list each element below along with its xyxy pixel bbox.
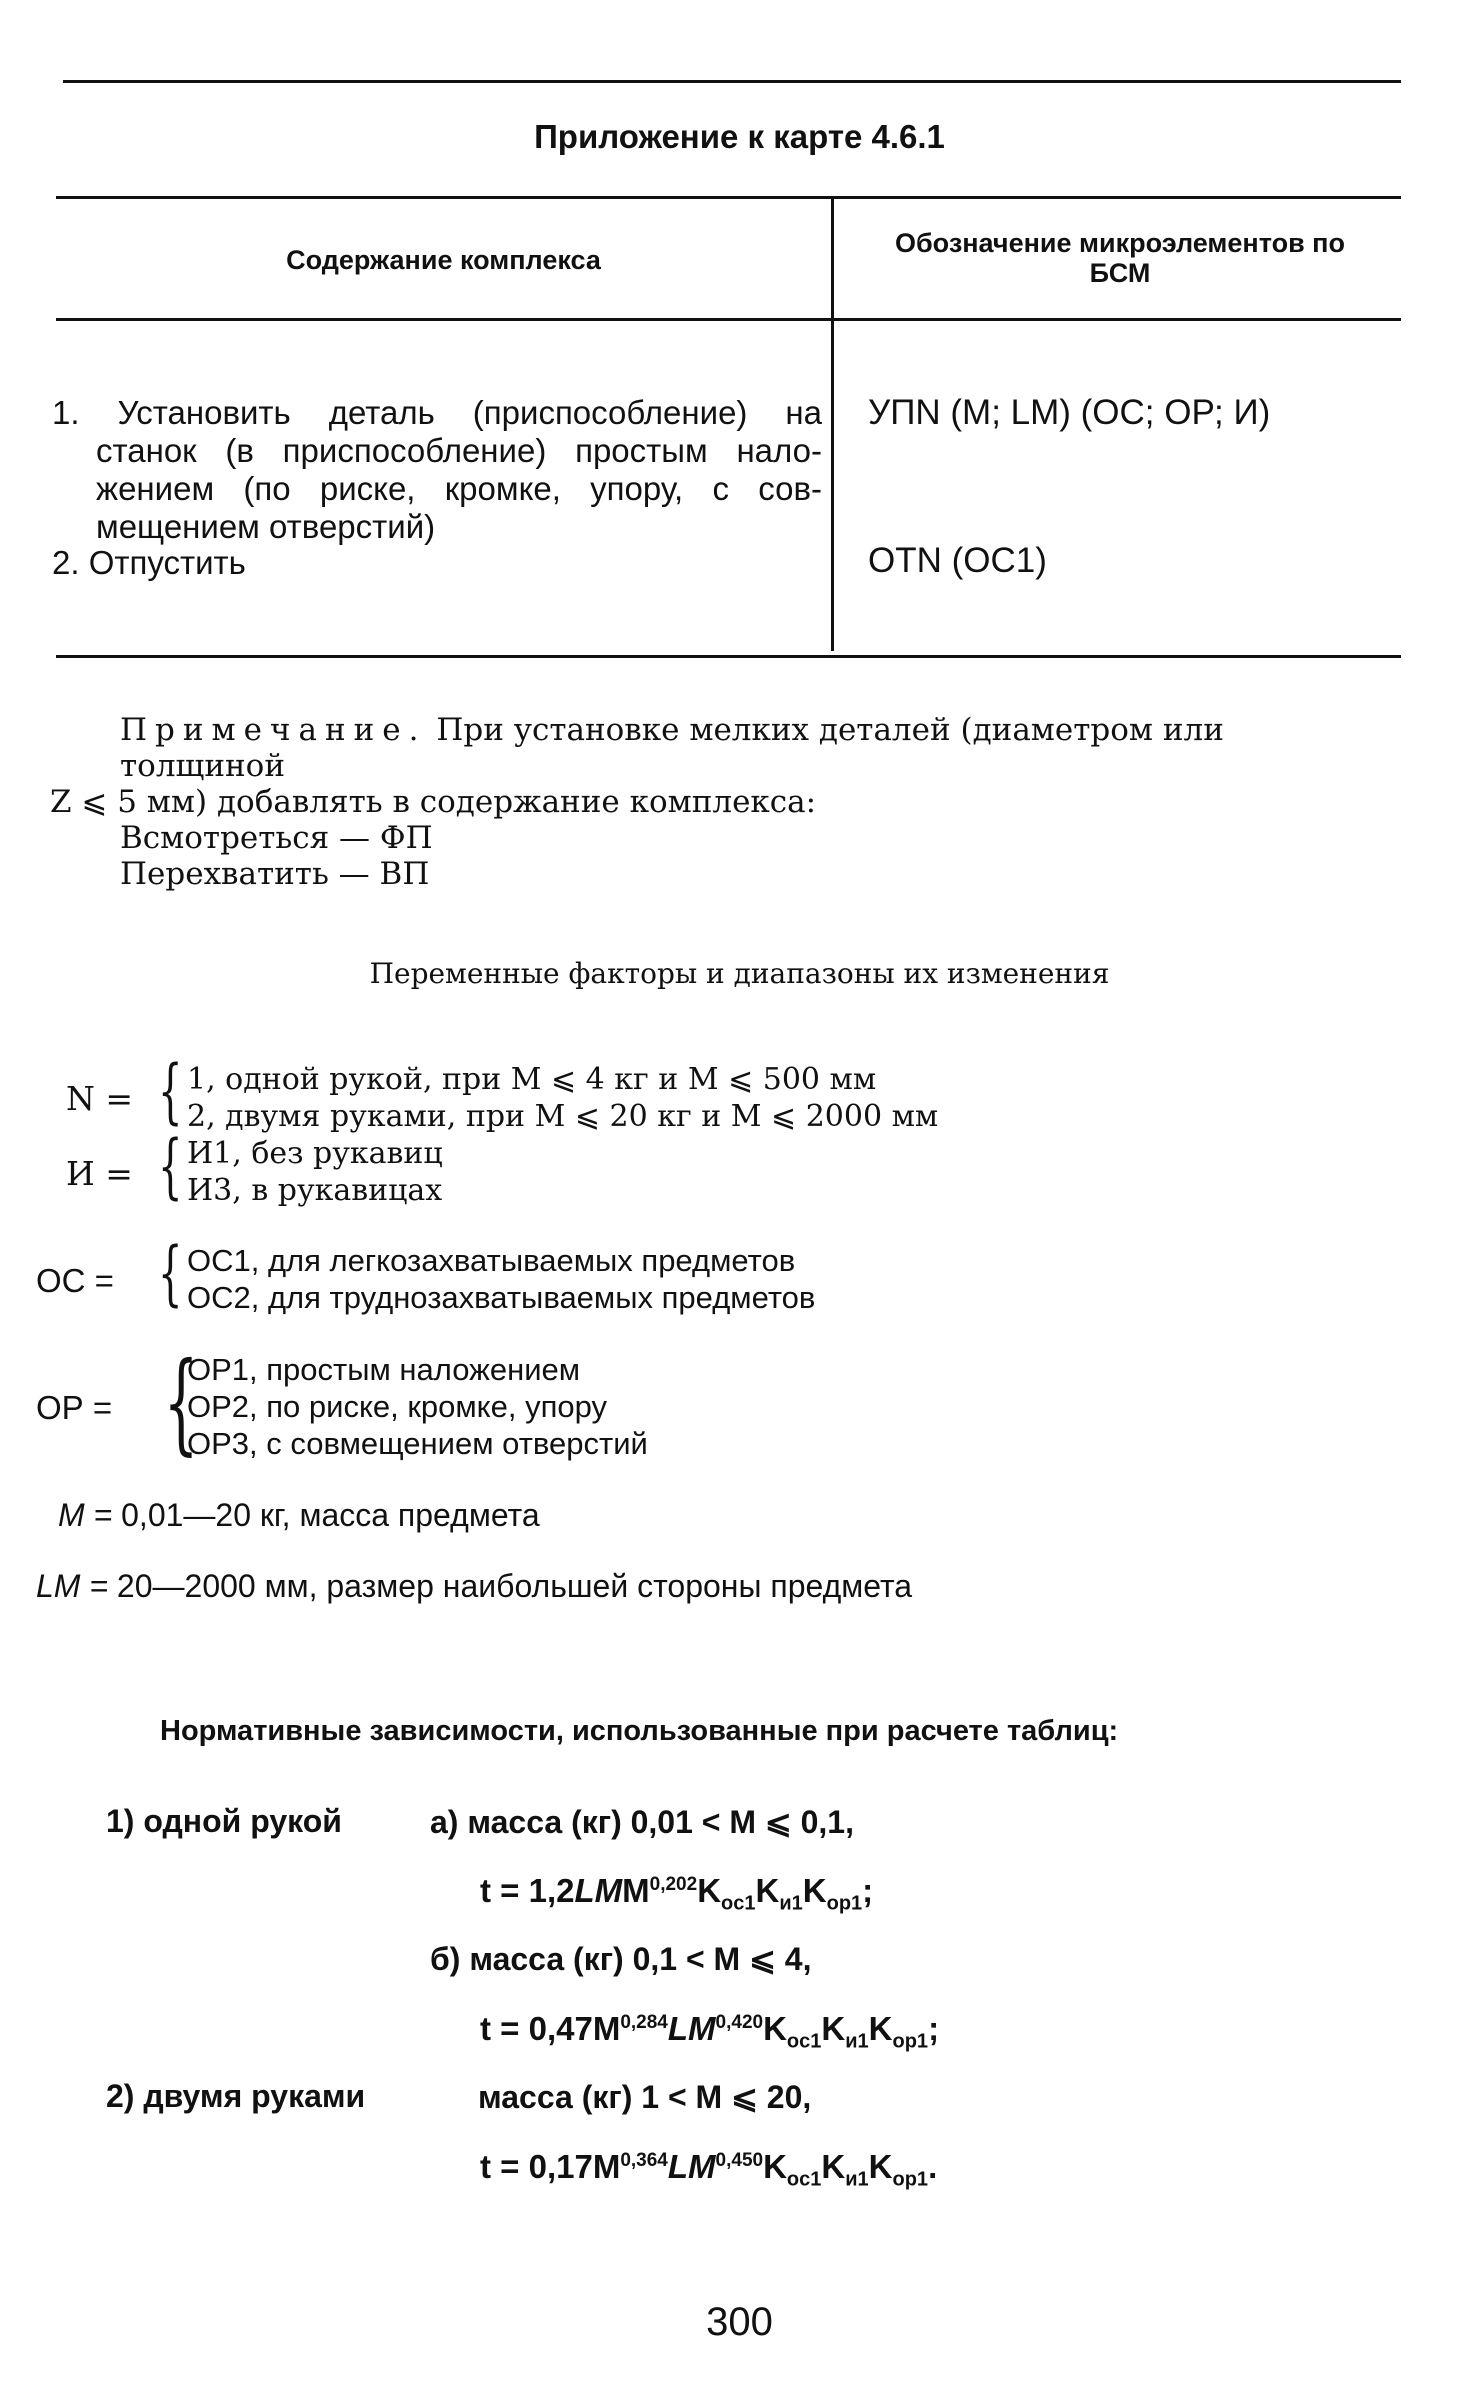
case-1b-formula — [480, 2010, 940, 2053]
factor-i-option-1: И1, без рукавиц — [187, 1136, 443, 1171]
note-line-4: Перехватить — ВП — [120, 856, 430, 892]
table-top-rule — [56, 196, 1401, 199]
factor-n-options — [187, 1061, 938, 1135]
formula-k1-sub: oc1 — [721, 1892, 756, 1915]
note-line-2: Z ⩽ 5 мм) добавлять в содержание комплекса: — [50, 784, 817, 820]
formula-m: M — [592, 2010, 621, 2047]
formula-k3: K — [868, 2148, 893, 2185]
factor-lm-desc: 20—2000 мм, размер наибольшей стороны предмета — [116, 1568, 913, 1604]
formula-k2: K — [755, 1872, 780, 1909]
case-2-formula — [480, 2148, 938, 2191]
factor-m-symbol: M = — [58, 1497, 113, 1533]
table-column-divider — [831, 196, 834, 651]
table-row-1-line-4: мещением отверстий) — [96, 508, 436, 545]
factor-oc-brace: { — [158, 1232, 183, 1314]
formula-k2-sub: и1 — [845, 2168, 869, 2191]
formula-k1: K — [763, 2010, 787, 2047]
factor-lm-symbol: LM = — [36, 1568, 109, 1604]
note-label: Примечание. — [120, 712, 427, 748]
factor-oc-option-2: ОС2, для труднозахватываемых предметов — [187, 1280, 816, 1315]
appendix-title: Приложение к карте 4.6.1 — [534, 118, 945, 155]
formula-lhs: t = 0,17 — [480, 2148, 593, 2185]
formula-k3-sub: op1 — [892, 2030, 929, 2053]
factor-i-option-2: И3, в рукавицах — [187, 1173, 443, 1208]
formula-k2-sub: и1 — [845, 2030, 869, 2053]
formula-k1-sub: oc1 — [786, 2168, 822, 2191]
factor-m — [58, 1497, 540, 1534]
formula-k3-sub: op1 — [892, 2168, 929, 2191]
table-row-1-content — [52, 394, 822, 546]
formula-k1: K — [697, 1872, 722, 1909]
table-header-content: Содержание комплекса — [286, 245, 601, 275]
formula-exp-lm: 0,420 — [715, 2012, 764, 2033]
factor-op-brace: { — [163, 1338, 199, 1466]
formula-k1: K — [763, 2148, 787, 2185]
factor-i-brace: { — [158, 1125, 183, 1207]
factor-lm — [36, 1568, 912, 1605]
factor-i-options — [187, 1135, 443, 1209]
table-header-rule — [56, 318, 1401, 321]
case-1b-condition: б) масса (кг) 0,1 < M ⩽ 4, — [430, 1941, 812, 1977]
formula-m: M — [592, 2148, 621, 2185]
note-line-3: Всмотреться — ФП — [120, 820, 433, 856]
formula-lhs: t = 1,2 — [480, 1872, 575, 1909]
formula-end: ; — [862, 1872, 874, 1909]
formula-lm: LM — [667, 2148, 716, 2185]
factors-title: Переменные факторы и диапазоны их изменения — [369, 957, 1110, 990]
formula-lm: LM — [667, 2010, 716, 2047]
normative-title: Нормативные зависимости, использованные при расчете таблиц: — [160, 1715, 1119, 1747]
table-row-1-line-3: жением (по риске, кромке, упору, с сов- — [96, 470, 822, 507]
factor-m-desc: 0,01—20 кг, масса предмета — [121, 1497, 540, 1533]
note-line-1-text: При установке мелких деталей (диаметром или толщиной — [120, 712, 1224, 784]
factor-oc-option-1: ОС1, для легкозахватываемых предметов — [187, 1243, 796, 1278]
formula-end: ; — [928, 2010, 940, 2047]
table-row-1-line-2: станок (в приспособление) простым нало- — [96, 432, 822, 469]
formula-k2-sub: и1 — [779, 1892, 803, 1915]
factor-oc-options — [187, 1242, 815, 1316]
factor-op-option-3: ОР3, с совмещением отверстий — [187, 1426, 648, 1461]
case-1a-condition: а) масса (кг) 0,01 < M ⩽ 0,1, — [430, 1804, 854, 1840]
formula-k2: K — [821, 2010, 846, 2047]
formula-k2: K — [821, 2148, 846, 2185]
table-row-1-line-1: 1. Установить деталь (приспособление) на — [52, 394, 822, 431]
formula-lhs: t = 0,47 — [480, 2010, 593, 2047]
table-bottom-rule — [56, 655, 1401, 658]
factor-n-option-2: 2, двумя руками, при M ⩽ 20 кг и M ⩽ 2000 мм — [187, 1099, 939, 1134]
factor-i-symbol: И = — [66, 1154, 133, 1193]
formula-k1-sub: oc1 — [786, 2030, 822, 2053]
note-line-1 — [50, 712, 1390, 784]
table-row-2-content: 2. Отпустить — [52, 544, 246, 581]
factor-n-symbol: N = — [66, 1079, 134, 1118]
note — [50, 712, 1390, 892]
factor-op-option-1: ОР1, простым наложением — [187, 1352, 581, 1387]
top-rule — [63, 80, 1401, 83]
formula-end: . — [928, 2148, 938, 2185]
case-1-label: 1) одной рукой — [106, 1803, 342, 1839]
factor-op-symbol: ОР = — [36, 1389, 113, 1426]
table-row-2-code: OTN (OC1) — [868, 541, 1047, 580]
case-2-condition: масса (кг) 1 < M ⩽ 20, — [478, 2079, 812, 2115]
formula-exp: 0,202 — [649, 1874, 698, 1895]
formula-exp-lm: 0,450 — [715, 2150, 764, 2171]
factor-n-option-1: 1, одной рукой, при M ⩽ 4 кг и M ⩽ 500 мм — [187, 1062, 877, 1097]
case-1a-formula — [480, 1872, 874, 1915]
formula-m: M — [622, 1872, 650, 1909]
table-row-1-code: УПN (M; LM) (ОС; ОР; И) — [868, 393, 1271, 432]
factor-oc-symbol: ОС = — [36, 1262, 114, 1299]
formula-lm: LM — [574, 1872, 623, 1909]
formula-k3-sub: op1 — [826, 1892, 863, 1915]
formula-exp-m: 0,284 — [620, 2012, 668, 2033]
table-header-code: Обозначение микроэлементов по БСМ — [895, 228, 1345, 288]
formula-exp-m: 0,364 — [620, 2150, 668, 2171]
factor-op-option-2: ОР2, по риске, кромке, упору — [187, 1389, 607, 1424]
formula-k3: K — [868, 2010, 893, 2047]
case-2-label: 2) двумя руками — [106, 2078, 366, 2114]
formula-k3: K — [802, 1872, 827, 1909]
page-number: 300 — [706, 2300, 773, 2344]
factor-op-options — [187, 1351, 648, 1462]
factor-n-brace: { — [158, 1050, 183, 1132]
